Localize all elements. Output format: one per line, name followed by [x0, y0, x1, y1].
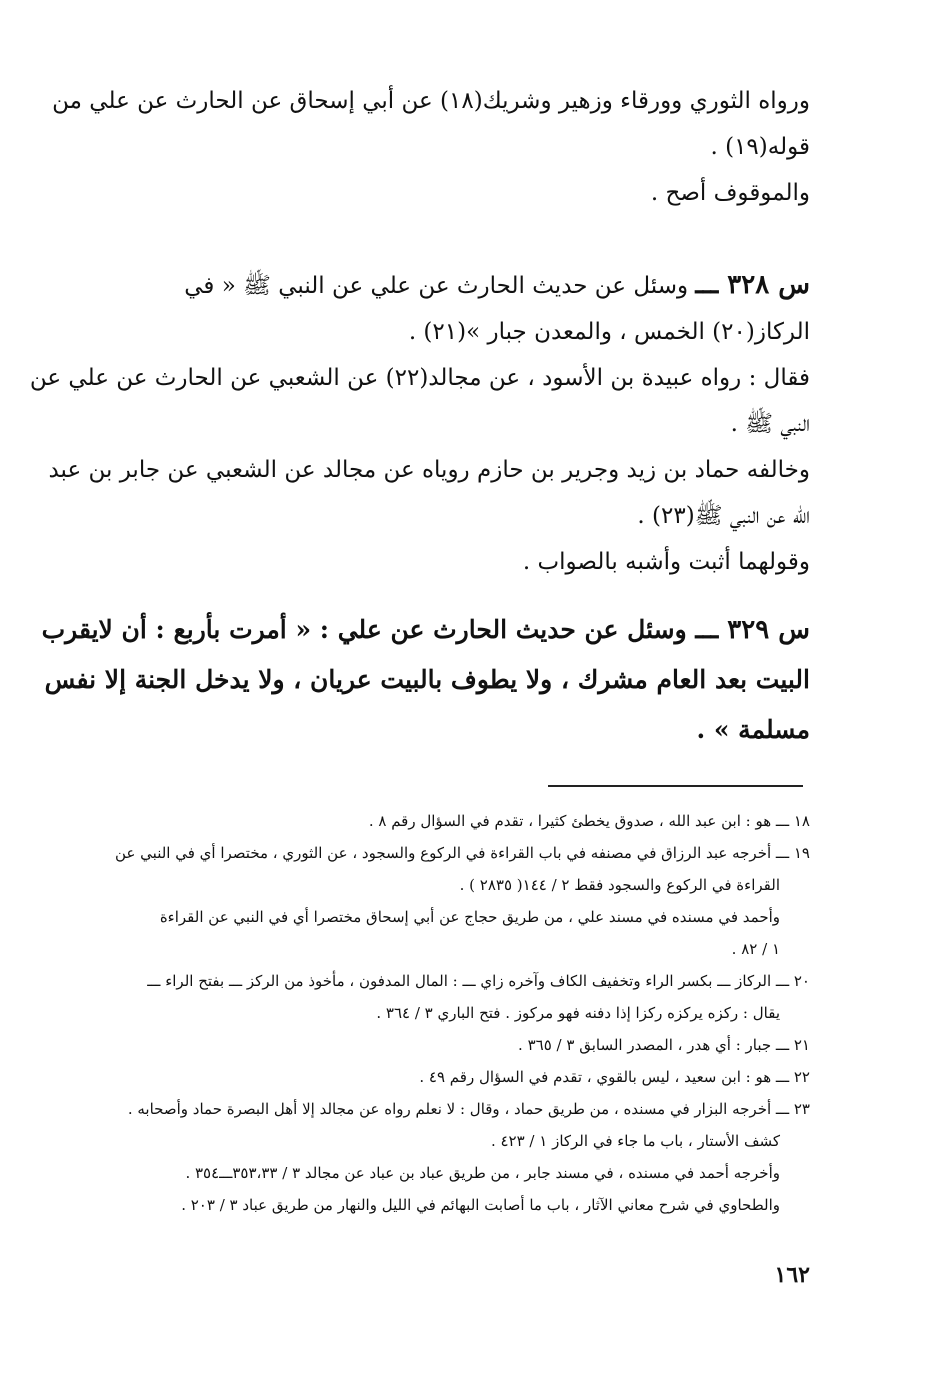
footnote-line: وأخرجه أحمد في مسنده ، في مسند جابر ، من طريق عباد بن عباد عن مجالد ٣ / ٣٥٣،٣٣ـــ٣٥٤ . — [185, 1164, 780, 1182]
text-line: والموقوف أصح . — [650, 180, 810, 206]
text-line: النبي ﷺ . — [730, 411, 810, 437]
footnote-22: ٢٢ ـــ هو : ابن سعيد ، ليس بالقوي ، تقدم في السؤال رقم ٤٩ . — [419, 1068, 810, 1086]
footnote-23: ٢٣ ـــ أخرجه البزار في مسنده ، من طريق حماد ، وقال : لا نعلم رواه عن مجالد إلا أهل البصرة حماد وأصحابه . — [127, 1100, 810, 1118]
text-line: مسلمة » . — [696, 715, 810, 744]
footnote-20: ٢٠ ـــ الركاز ـــ بكسر الراء وتخفيف الكاف وآخره زاي ـــ : المال المدفون ، مأخوذ من الركز ـــ بفتح الراء ـــ — [147, 972, 810, 990]
footnotes — [110, 805, 810, 1221]
footnote-divider — [548, 785, 803, 787]
text-line: البيت بعد العام مشرك ، ولا يطوف بالبيت عريان ، ولا يدخل الجنة إلا نفس — [44, 665, 810, 694]
footnote-line: كشف الأستار ، باب ما جاء في الركاز ١ / ٤٢٣ . — [490, 1132, 780, 1150]
footnote-line: وأحمد في مسنده في مسند علي ، من طريق حجاج عن أبي إسحاق مختصرا أي في النبي عن القراءة — [159, 908, 780, 926]
text-line: قوله(١٩) . — [710, 134, 810, 160]
question-328-line — [110, 262, 810, 309]
text-line: الله عن النبي ﷺ(٢٣) . — [637, 503, 810, 529]
question-329-text: وسئل عن حديث الحارث عن علي : « أمرت بأربع : أن لايقرب — [41, 615, 687, 644]
question-329-number: س ٣٢٩ ـــ — [695, 615, 810, 645]
question-328-text: وسئل عن حديث الحارث عن علي عن النبي ﷺ « في — [184, 273, 689, 299]
footnote-18: ١٨ ـــ هو : ابن عبد الله ، صدوق يخطئ كثيرا ، تقدم في السؤال رقم ٨ . — [368, 812, 810, 830]
footnote-21: ٢١ ـــ جبار : أي هدر ، المصدر السابق ٣ / ٣٦٥ . — [518, 1036, 810, 1054]
footnote-line: والطحاوي في شرح معاني الآثار ، باب ما أصابت البهائم في الليل والنهار من طريق عباد ٣ / ٢٠٣ . — [181, 1196, 780, 1214]
question-329-line — [41, 605, 810, 655]
text-line: وقولهما أثبت وأشبه بالصواب . — [522, 549, 810, 575]
text-line: فقال : رواه عبيدة بن الأسود ، عن مجالد(٢٢) عن الشعبي عن الحارث عن علي عن — [29, 365, 810, 391]
page-number: ١٦٢ — [774, 1262, 810, 1288]
text-line: وخالفه حماد بن زيد وجرير بن حازم روياه عن مجالد عن الشعبي عن جابر بن عبد — [48, 457, 810, 483]
text-line: الركاز(٢٠) الخمس ، والمعدن جبار »(٢١) . — [408, 319, 810, 345]
footnote-line: القراءة في الركوع والسجود فقط ٢ / ١٤٤( ٢٨٣٥ ) . — [459, 876, 780, 894]
footnote-19: ١٩ ـــ أخرجه عبد الرزاق في مصنفه في باب القراءة في الركوع والسجود ، عن الثوري ، مختصرا أي في النبي عن — [115, 844, 810, 862]
text-line: ورواه الثوري وورقاء وزهير وشريك(١٨) عن أبي إسحاق عن الحارث عن علي من — [52, 88, 810, 114]
main-text — [29, 78, 810, 755]
footnote-line: ١ / ٨٢ . — [731, 940, 780, 958]
question-328-number: س ٣٢٨ ـــ — [695, 270, 810, 300]
footnote-line: يقال : ركزه يركزه ركزا إذا دفنه فهو مركوز . فتح الباري ٣ / ٣٦٤ . — [376, 1004, 780, 1022]
